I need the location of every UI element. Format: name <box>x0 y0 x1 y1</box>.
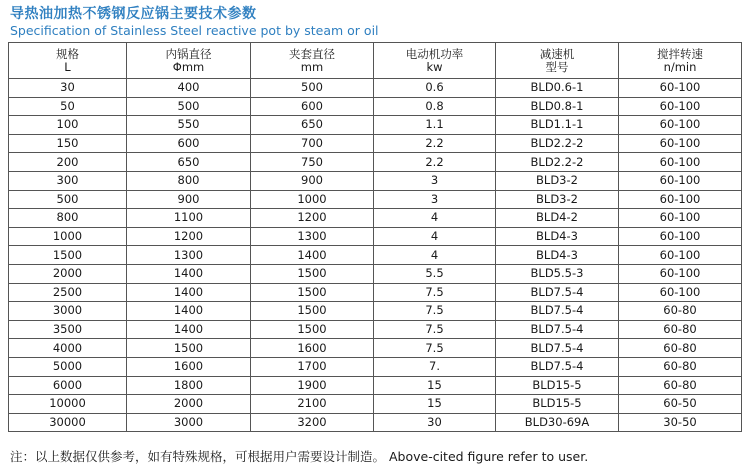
reducer-model-cell: BLD15-5 <box>496 376 619 395</box>
inner-diameter-cell: 1400 <box>127 320 251 339</box>
stirring-speed-cell: 60-100 <box>619 190 742 209</box>
inner-diameter-cell: 600 <box>127 134 251 153</box>
table-row <box>9 116 742 135</box>
inner-diameter-cell: 1300 <box>127 246 251 265</box>
jacket-diameter-cell: 1300 <box>251 227 374 246</box>
stirring-speed-cell: 60-100 <box>619 264 742 283</box>
capacity-cell: 300 <box>9 171 127 190</box>
capacity-cell: 30 <box>9 79 127 98</box>
motor-power-cell: 0.8 <box>374 97 496 116</box>
motor-power-cell: 4 <box>374 246 496 265</box>
jacket-diameter-cell: 600 <box>251 97 374 116</box>
reducer-model-cell: BLD0.6-1 <box>496 79 619 98</box>
reducer-model-cell: BLD4-3 <box>496 227 619 246</box>
jacket-diameter-cell: 3200 <box>251 413 374 432</box>
stirring-speed-cell: 60-100 <box>619 153 742 172</box>
table-row <box>9 171 742 190</box>
jacket-diameter-cell: 1500 <box>251 264 374 283</box>
jacket-diameter-cell: 900 <box>251 171 374 190</box>
table-row <box>9 209 742 228</box>
table-row <box>9 376 742 395</box>
motor-power-cell: 7.5 <box>374 283 496 302</box>
jacket-diameter-cell: 1200 <box>251 209 374 228</box>
jacket-diameter-cell: 1900 <box>251 376 374 395</box>
reducer-model-cell: BLD4-3 <box>496 246 619 265</box>
inner-diameter-cell: 1600 <box>127 357 251 376</box>
inner-diameter-cell: 3000 <box>127 413 251 432</box>
reducer-model-cell: BLD2.2-2 <box>496 153 619 172</box>
inner-diameter-cell: 1500 <box>127 339 251 358</box>
stirring-speed-cell: 60-100 <box>619 171 742 190</box>
table-row <box>9 79 742 98</box>
motor-power-cell: 15 <box>374 376 496 395</box>
capacity-cell: 10000 <box>9 395 127 414</box>
stirring-speed-cell: 60-100 <box>619 79 742 98</box>
reducer-model-cell: BLD7.5-4 <box>496 283 619 302</box>
column-header-stirring-speed: 搅拌转速 n/min <box>619 43 742 79</box>
capacity-cell: 30000 <box>9 413 127 432</box>
motor-power-cell: 2.2 <box>374 153 496 172</box>
inner-diameter-cell: 800 <box>127 171 251 190</box>
reducer-model-cell: BLD5.5-3 <box>496 264 619 283</box>
capacity-cell: 800 <box>9 209 127 228</box>
table-row <box>9 246 742 265</box>
jacket-diameter-cell: 1700 <box>251 357 374 376</box>
motor-power-cell: 2.2 <box>374 134 496 153</box>
column-header-motor-power: 电动机功率 kw <box>374 43 496 79</box>
jacket-diameter-cell: 500 <box>251 79 374 98</box>
capacity-cell: 50 <box>9 97 127 116</box>
page-title: 导热油加热不锈钢反应锅主要技术参数 <box>10 6 257 22</box>
jacket-diameter-cell: 750 <box>251 153 374 172</box>
column-header-inner-diameter: 内锅直径 Φmm <box>127 43 251 79</box>
inner-diameter-cell: 400 <box>127 79 251 98</box>
inner-diameter-cell: 1400 <box>127 264 251 283</box>
motor-power-cell: 4 <box>374 227 496 246</box>
reducer-model-cell: BLD3-2 <box>496 190 619 209</box>
jacket-diameter-cell: 2100 <box>251 395 374 414</box>
jacket-diameter-cell: 1500 <box>251 320 374 339</box>
table-row <box>9 134 742 153</box>
stirring-speed-cell: 60-100 <box>619 209 742 228</box>
motor-power-cell: 30 <box>374 413 496 432</box>
jacket-diameter-cell: 1000 <box>251 190 374 209</box>
capacity-cell: 1000 <box>9 227 127 246</box>
motor-power-cell: 7.5 <box>374 302 496 321</box>
capacity-cell: 3000 <box>9 302 127 321</box>
table-row <box>9 153 742 172</box>
capacity-cell: 6000 <box>9 376 127 395</box>
table-row <box>9 283 742 302</box>
inner-diameter-cell: 2000 <box>127 395 251 414</box>
inner-diameter-cell: 1400 <box>127 302 251 321</box>
capacity-cell: 1500 <box>9 246 127 265</box>
motor-power-cell: 15 <box>374 395 496 414</box>
table-row <box>9 190 742 209</box>
table-row <box>9 302 742 321</box>
table-header-row <box>9 43 742 79</box>
motor-power-cell: 4 <box>374 209 496 228</box>
stirring-speed-cell: 60-50 <box>619 395 742 414</box>
stirring-speed-cell: 60-100 <box>619 246 742 265</box>
stirring-speed-cell: 60-80 <box>619 320 742 339</box>
stirring-speed-cell: 60-100 <box>619 134 742 153</box>
capacity-cell: 4000 <box>9 339 127 358</box>
reducer-model-cell: BLD7.5-4 <box>496 320 619 339</box>
reducer-model-cell: BLD15-5 <box>496 395 619 414</box>
jacket-diameter-cell: 650 <box>251 116 374 135</box>
jacket-diameter-cell: 1500 <box>251 302 374 321</box>
capacity-cell: 5000 <box>9 357 127 376</box>
reducer-model-cell: BLD4-2 <box>496 209 619 228</box>
reducer-model-cell: BLD7.5-4 <box>496 302 619 321</box>
motor-power-cell: 5.5 <box>374 264 496 283</box>
capacity-cell: 2500 <box>9 283 127 302</box>
jacket-diameter-cell: 1500 <box>251 283 374 302</box>
spec-table <box>8 42 742 432</box>
motor-power-cell: 7.5 <box>374 320 496 339</box>
table-row <box>9 395 742 414</box>
reducer-model-cell: BLD2.2-2 <box>496 134 619 153</box>
column-header-reducer-model: 减速机 型号 <box>496 43 619 79</box>
table-row <box>9 264 742 283</box>
capacity-cell: 150 <box>9 134 127 153</box>
inner-diameter-cell: 1400 <box>127 283 251 302</box>
stirring-speed-cell: 60-80 <box>619 376 742 395</box>
reducer-model-cell: BLD0.8-1 <box>496 97 619 116</box>
jacket-diameter-cell: 700 <box>251 134 374 153</box>
page-subtitle: Specification of Stainless Steel reactive pot by steam or oil <box>10 23 379 38</box>
stirring-speed-cell: 30-50 <box>619 413 742 432</box>
inner-diameter-cell: 1200 <box>127 227 251 246</box>
inner-diameter-cell: 1100 <box>127 209 251 228</box>
stirring-speed-cell: 60-100 <box>619 283 742 302</box>
stirring-speed-cell: 60-80 <box>619 339 742 358</box>
stirring-speed-cell: 60-80 <box>619 302 742 321</box>
table-body <box>9 79 742 432</box>
stirring-speed-cell: 60-100 <box>619 97 742 116</box>
capacity-cell: 100 <box>9 116 127 135</box>
jacket-diameter-cell: 1400 <box>251 246 374 265</box>
reducer-model-cell: BLD30-69A <box>496 413 619 432</box>
capacity-cell: 2000 <box>9 264 127 283</box>
reducer-model-cell: BLD7.5-4 <box>496 357 619 376</box>
inner-diameter-cell: 1800 <box>127 376 251 395</box>
reducer-model-cell: BLD1.1-1 <box>496 116 619 135</box>
motor-power-cell: 1.1 <box>374 116 496 135</box>
column-header-capacity: 规格 L <box>9 43 127 79</box>
stirring-speed-cell: 60-100 <box>619 227 742 246</box>
table-row <box>9 320 742 339</box>
inner-diameter-cell: 550 <box>127 116 251 135</box>
capacity-cell: 3500 <box>9 320 127 339</box>
motor-power-cell: 3 <box>374 171 496 190</box>
table-row <box>9 227 742 246</box>
motor-power-cell: 3 <box>374 190 496 209</box>
column-header-jacket-diameter: 夹套直径 mm <box>251 43 374 79</box>
inner-diameter-cell: 500 <box>127 97 251 116</box>
reducer-model-cell: BLD3-2 <box>496 171 619 190</box>
motor-power-cell: 7.5 <box>374 339 496 358</box>
inner-diameter-cell: 650 <box>127 153 251 172</box>
capacity-cell: 500 <box>9 190 127 209</box>
table-row <box>9 357 742 376</box>
stirring-speed-cell: 60-100 <box>619 116 742 135</box>
capacity-cell: 200 <box>9 153 127 172</box>
stirring-speed-cell: 60-80 <box>619 357 742 376</box>
table-row <box>9 97 742 116</box>
footnote: 注：以上数据仅供参考，如有特殊规格，可根据用户需要设计制造。 Above-cited figure refer to user. <box>10 449 589 464</box>
motor-power-cell: 7. <box>374 357 496 376</box>
table-row <box>9 339 742 358</box>
jacket-diameter-cell: 1600 <box>251 339 374 358</box>
reducer-model-cell: BLD7.5-4 <box>496 339 619 358</box>
inner-diameter-cell: 900 <box>127 190 251 209</box>
motor-power-cell: 0.6 <box>374 79 496 98</box>
table-row <box>9 413 742 432</box>
